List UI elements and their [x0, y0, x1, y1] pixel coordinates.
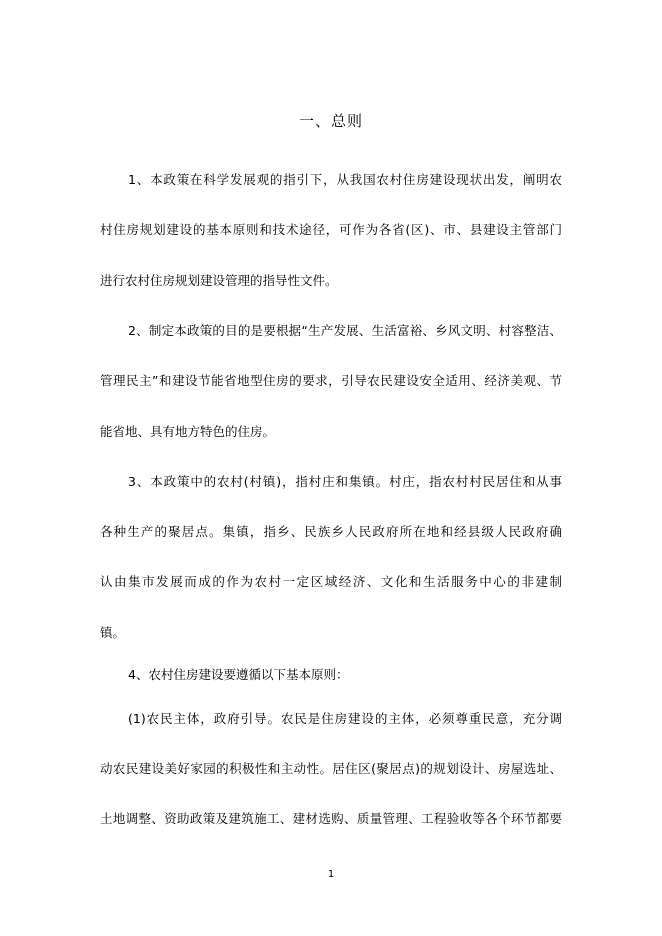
paragraph-line: 进行农村住房规划建设管理的指导性文件。	[100, 273, 338, 288]
paragraph-line: 2、制定本政策的目的是要根据“生产发展、生活富裕、乡风文明、村容整洁、	[128, 323, 562, 338]
paragraph-line: 4、农村住房建设要遵循以下基本原则：	[128, 667, 349, 682]
page-number: 1	[327, 869, 335, 880]
paragraph-line: 动农民建设美好家园的积极性和主动性。居住区(聚居点)的规划设计、房屋选址、	[100, 761, 562, 776]
paragraph-line: 管理民主”和建设节能省地型住房的要求，引导农民建设安全适用、经济美观、节	[100, 373, 562, 388]
paragraph-line: 1、本政策在科学发展观的指引下，从我国农村住房建设现状出发，阐明农	[128, 172, 562, 187]
paragraph-line: (1)农民主体，政府引导。农民是住房建设的主体，必须尊重民意，充分调	[128, 711, 562, 726]
paragraph-line: 能省地、具有地方特色的住房。	[100, 424, 276, 439]
paragraph-line: 认由集市发展而成的作为农村一定区域经济、文化和生活服务中心的非建制	[100, 574, 562, 589]
section-title: 一、总则	[298, 112, 363, 130]
paragraph-line: 镇。	[100, 625, 126, 640]
paragraph-line: 各种生产的聚居点。集镇，指乡、民族乡人民政府所在地和经县级人民政府确	[100, 524, 562, 539]
paragraph-line: 土地调整、资助政策及建筑施工、建材选购、质量管理、工程验收等各个环节都要	[100, 811, 562, 826]
paragraph-line: 村住房规划建设的基本原则和技术途径，可作为各省(区)、市、县建设主管部门	[100, 222, 562, 237]
paragraph-line: 3、本政策中的农村(村镇)，指村庄和集镇。村庄，指农村村民居住和从事	[128, 474, 562, 489]
